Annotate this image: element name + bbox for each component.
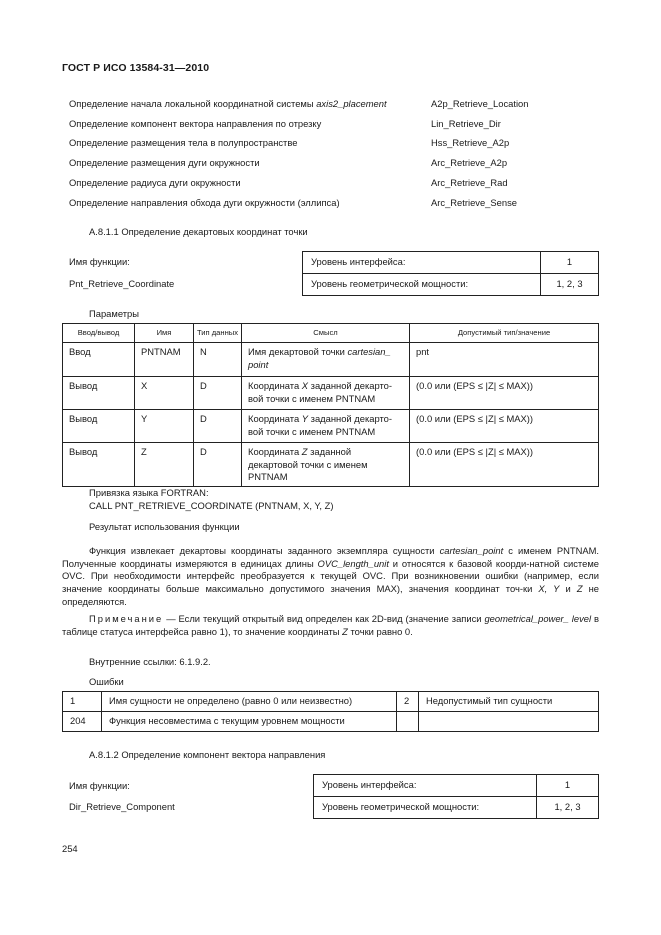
geometric-power-label: Уровень геометрической мощности: [314, 797, 537, 819]
definition-row [69, 157, 661, 171]
param-name: X [135, 377, 194, 410]
param-allowed: (0.0 или (EPS ≤ |Z| ≤ MAX)) [410, 377, 599, 410]
table-row [63, 410, 599, 443]
document-header: ГОСТ Р ИСО 13584-31—2010 [62, 62, 210, 74]
param-allowed: pnt [410, 343, 599, 377]
column-header: Имя [135, 324, 194, 343]
param-name: Y [135, 410, 194, 443]
fortran-binding-label: Привязка языка FORTRAN: [89, 487, 209, 498]
function-name-label: Имя функции: [69, 780, 130, 791]
page-number: 254 [62, 843, 78, 854]
error-code: 2 [397, 692, 419, 712]
result-label: Результат использования функции [89, 521, 240, 532]
parameters-table [62, 323, 599, 487]
error-text [419, 712, 599, 732]
param-io: Вывод [63, 377, 135, 410]
definition-row [69, 197, 661, 211]
param-name: PNTNAM [135, 343, 194, 377]
definition-row [69, 98, 661, 112]
definition-function: Hss_Retrieve_A2p [431, 137, 510, 148]
interface-level-label: Уровень интерфейса: [303, 252, 541, 274]
definition-row [69, 118, 661, 132]
param-meaning: Координата X заданной декарто-вой точки с именем PNTNAM [242, 377, 410, 410]
fortran-call: CALL PNT_RETRIEVE_COORDINATE (PNTNAM, X, Y, Z) [89, 500, 334, 511]
geometric-power-value: 1, 2, 3 [537, 797, 599, 819]
column-header: Допустимый тип/значение [410, 324, 599, 343]
definition-function: Arc_Retrieve_Rad [431, 177, 508, 188]
interface-info-table [313, 774, 599, 819]
interface-level-value: 1 [537, 775, 599, 797]
param-type: D [194, 410, 242, 443]
table-row [63, 712, 599, 732]
error-text: Недопустимый тип сущности [419, 692, 599, 712]
note-label: Примечание [89, 613, 164, 624]
column-header: Смысл [242, 324, 410, 343]
table-row [63, 377, 599, 410]
note-paragraph: Примечание — Если текущий открытый вид определен как 2D-вид (значение записи geometrical_power_ level в таблице статуса интерфейса равно 1), то значение координаты Z точки равно 0. [62, 613, 600, 637]
param-io: Вывод [63, 410, 135, 443]
definition-label: Определение размещения тела в полупространстве [69, 137, 298, 148]
function-name: Pnt_Retrieve_Coordinate [69, 278, 175, 289]
error-code [397, 712, 419, 732]
definition-label: Определение радиуса дуги окружности [69, 177, 241, 188]
definition-label: Определение начала локальной координатной системы axis2_placement [69, 98, 387, 109]
param-type: D [194, 443, 242, 487]
definition-function: Lin_Retrieve_Dir [431, 118, 501, 129]
table-row [63, 443, 599, 487]
definition-label: Определение компонент вектора направления по отрезку [69, 118, 322, 129]
column-header: Ввод/вывод [63, 324, 135, 343]
geometric-power-label: Уровень геометрической мощности: [303, 274, 541, 296]
param-name: Z [135, 443, 194, 487]
error-text: Функция несовместима с текущим уровнем мощности [102, 712, 397, 732]
param-meaning: Имя декартовой точки cartesian_ point [242, 343, 410, 377]
interface-level-value: 1 [541, 252, 599, 274]
function-name: Dir_Retrieve_Component [69, 801, 175, 812]
error-code: 204 [63, 712, 102, 732]
param-type: D [194, 377, 242, 410]
error-code: 1 [63, 692, 102, 712]
definition-label: Определение направления обхода дуги окружности (эллипса) [69, 197, 340, 208]
param-allowed: (0.0 или (EPS ≤ |Z| ≤ MAX)) [410, 410, 599, 443]
function-name-label: Имя функции: [69, 256, 130, 267]
param-io: Ввод [63, 343, 135, 377]
definition-function: A2p_Retrieve_Location [431, 98, 529, 109]
definition-function: Arc_Retrieve_A2p [431, 157, 508, 168]
table-row [63, 692, 599, 712]
interface-info-table [302, 251, 599, 296]
geometric-power-value: 1, 2, 3 [541, 274, 599, 296]
errors-title: Ошибки [89, 676, 124, 687]
param-allowed: (0.0 или (EPS ≤ |Z| ≤ MAX)) [410, 443, 599, 487]
param-meaning: Координата Y заданной декарто-вой точки с именем PNTNAM [242, 410, 410, 443]
section-heading: А.8.1.2 Определение компонент вектора направления [89, 749, 326, 760]
error-text: Имя сущности не определено (равно 0 или неизвестно) [102, 692, 397, 712]
column-header: Тип данных [194, 324, 242, 343]
section-heading: А.8.1.1 Определение декартовых координат точки [89, 226, 308, 237]
parameters-title: Параметры [89, 308, 139, 319]
param-io: Вывод [63, 443, 135, 487]
definition-label: Определение размещения дуги окружности [69, 157, 260, 168]
interface-level-label: Уровень интерфейса: [314, 775, 537, 797]
table-row [63, 343, 599, 377]
function-description: Функция извлекает декартовы координаты заданного экземпляра сущности cartesian_point с именем PNTNAM. Полученные координаты измеряются в единицах длины OVC_length_unit и относятся к базовой коорди-натной системе OVC. При необходимости интерфейс преобразуется к текущей OVC. При возникновении ошибки (например, если значение координаты больше максимально допустимого значения MAX), значения координат точ-ки X, Y и Z не определяются. [62, 545, 600, 607]
internal-references: Внутренние ссылки: 6.1.9.2. [89, 656, 211, 667]
definition-row [69, 177, 661, 191]
definition-row [69, 137, 661, 151]
definition-function: Arc_Retrieve_Sense [431, 197, 517, 208]
errors-table [62, 691, 599, 732]
param-type: N [194, 343, 242, 377]
param-meaning: Координата Z заданной декартовой точки с именем PNTNAM [242, 443, 410, 487]
